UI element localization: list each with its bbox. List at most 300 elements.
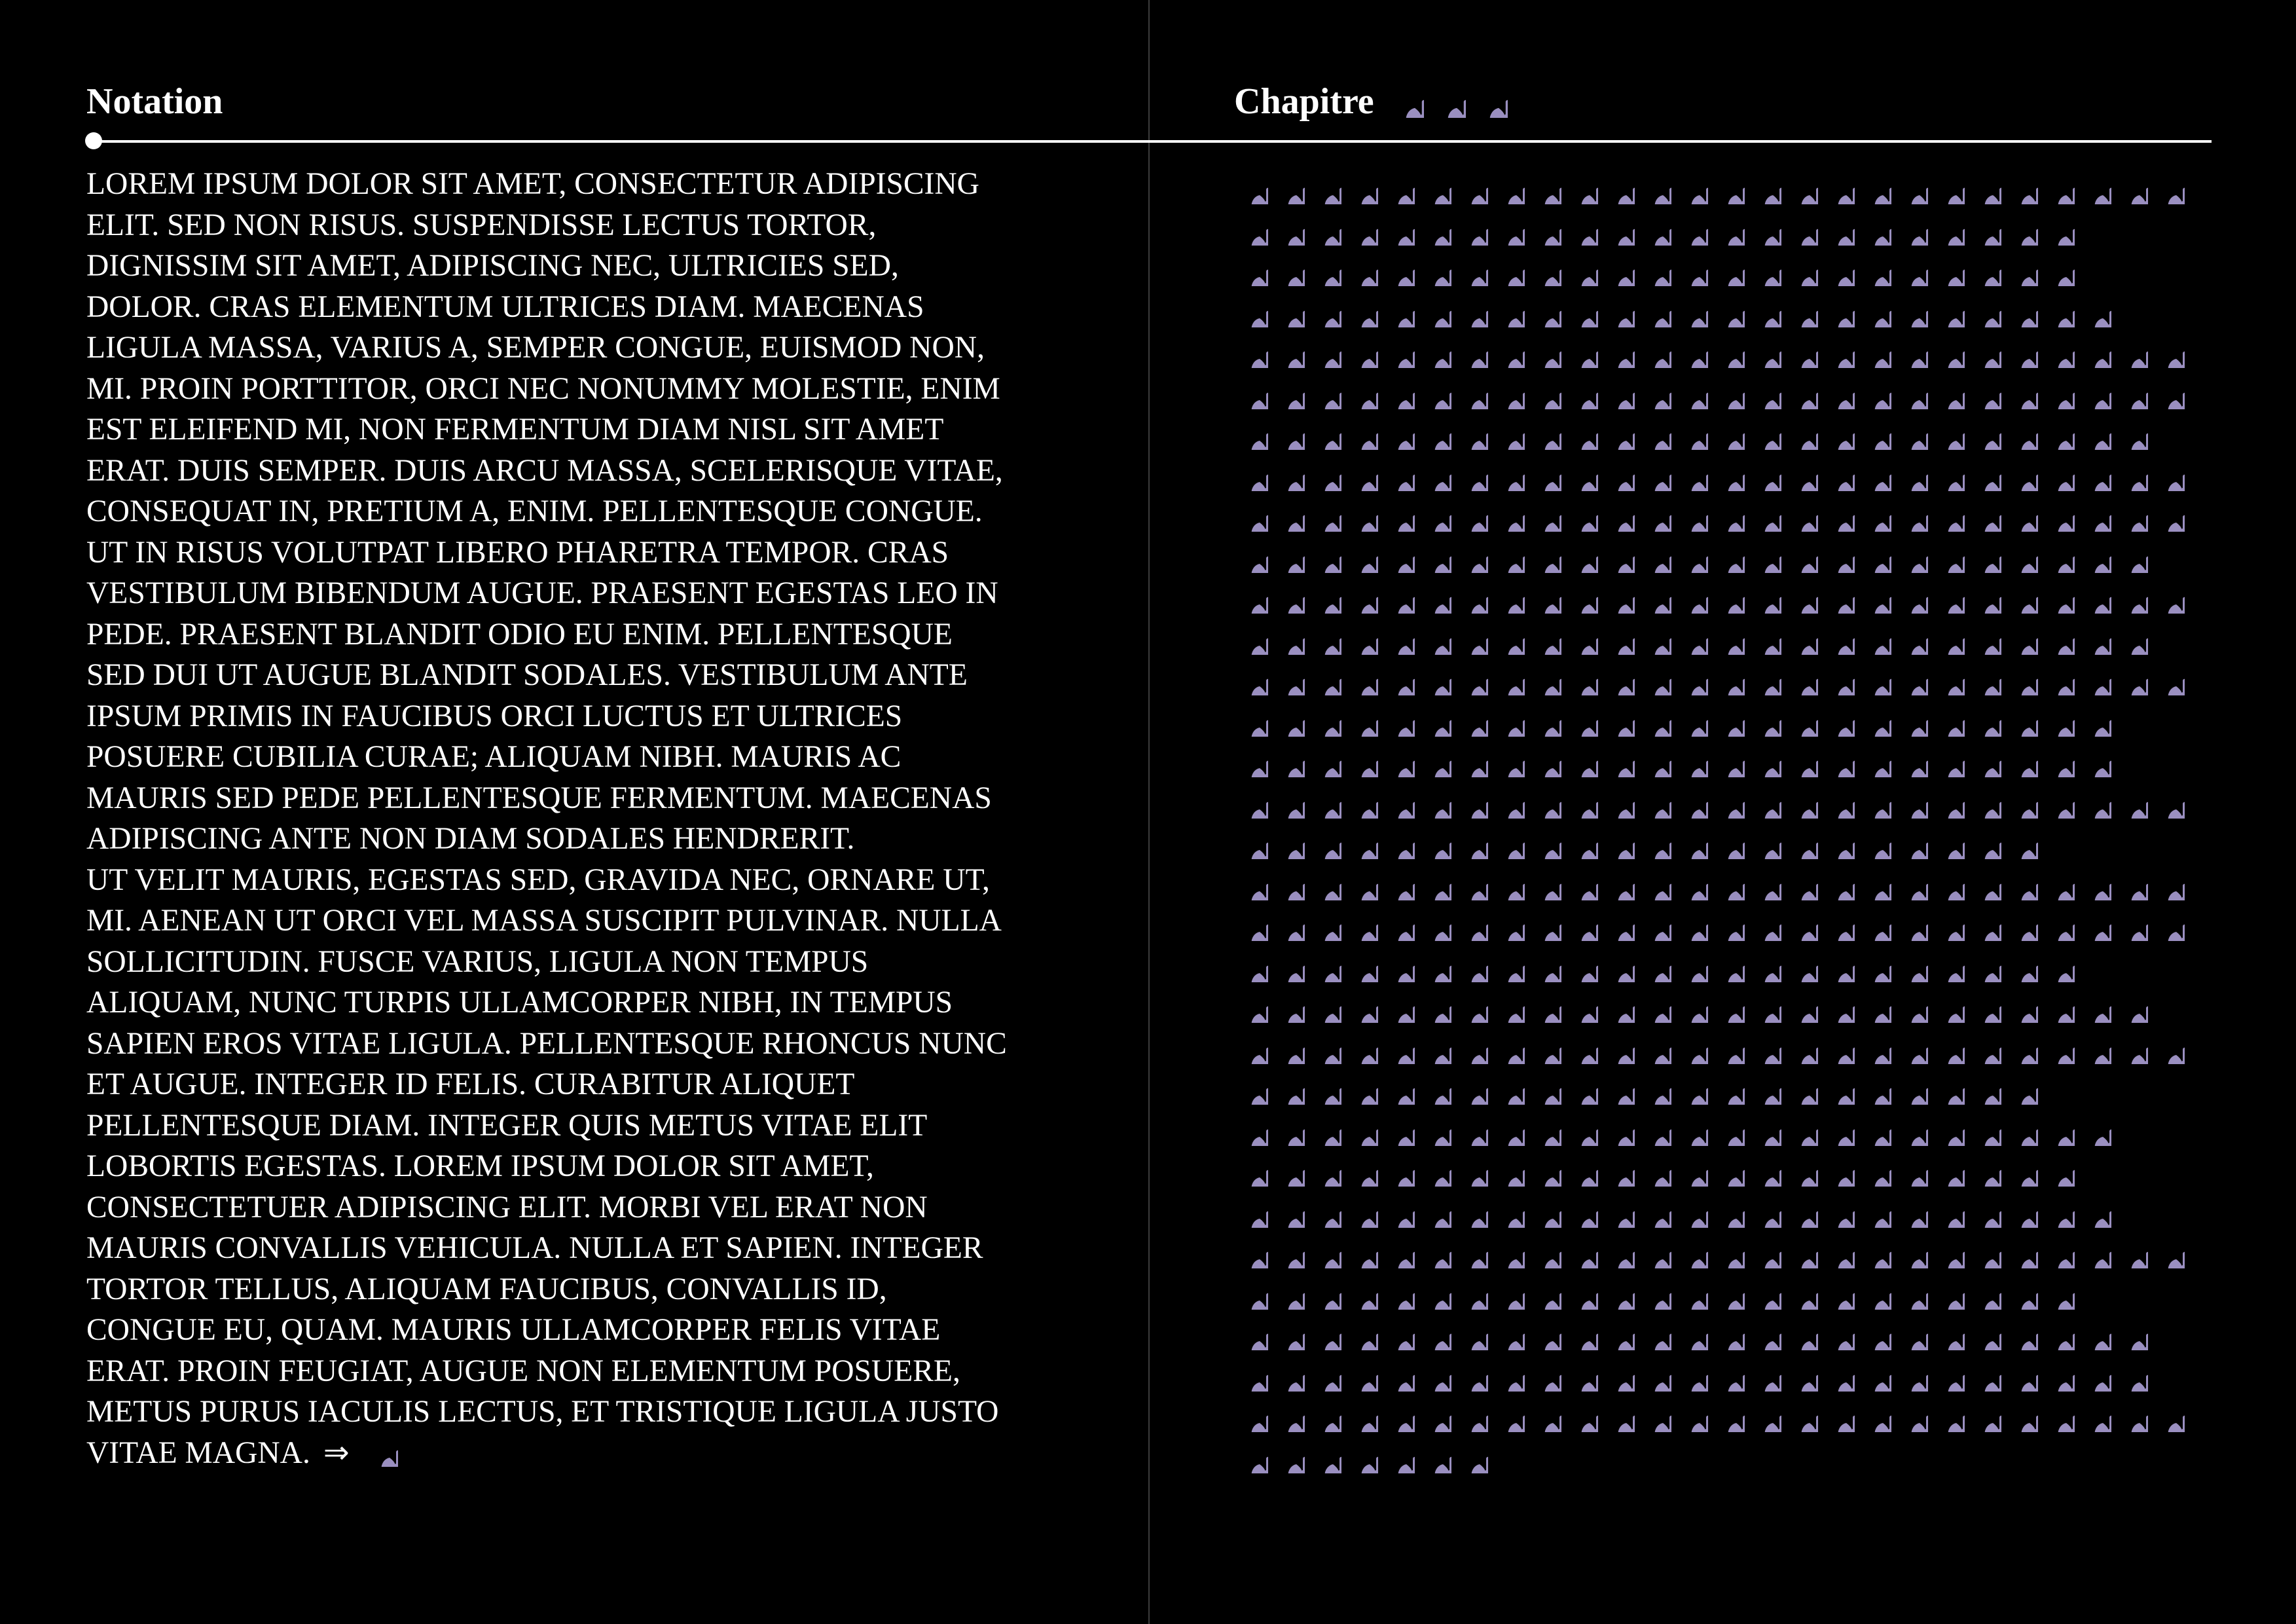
pinwheel-glyph-icon bbox=[1234, 498, 1268, 532]
pinwheel-glyph-icon bbox=[1894, 1234, 1928, 1268]
pinwheel-glyph-icon bbox=[1857, 866, 1891, 900]
pinwheel-glyph-icon bbox=[1931, 1357, 1965, 1392]
pinwheel-glyph-icon bbox=[2041, 866, 2075, 900]
pinwheel-glyph-icon bbox=[1271, 334, 1305, 368]
pinwheel-glyph-icon bbox=[1894, 661, 1928, 695]
pinwheel-glyph-icon bbox=[1674, 293, 1708, 327]
pinwheel-glyph-icon bbox=[1564, 1112, 1598, 1146]
pinwheel-glyph-icon bbox=[1711, 907, 1745, 941]
pinwheel-glyph-icon bbox=[1527, 1112, 1561, 1146]
pinwheel-glyph-icon bbox=[2077, 416, 2111, 450]
pinwheel-glyph-icon bbox=[1234, 1316, 1268, 1350]
pinwheel-glyph-icon bbox=[1491, 416, 1525, 450]
pinwheel-glyph-icon bbox=[1784, 661, 1818, 695]
pinwheel-glyph-icon bbox=[2114, 1234, 2148, 1268]
pinwheel-glyph-icon bbox=[1784, 1398, 1818, 1432]
pinwheel-glyph-icon bbox=[1381, 825, 1415, 859]
pinwheel-glyph-icon bbox=[1747, 703, 1781, 737]
pinwheel-glyph-icon bbox=[1931, 457, 1965, 491]
pinwheel-glyph-icon bbox=[1271, 866, 1305, 900]
body-line bbox=[86, 1392, 1082, 1433]
pinwheel-glyph-icon bbox=[2077, 1030, 2111, 1064]
pinwheel-glyph-icon bbox=[1381, 1071, 1415, 1105]
pinwheel-glyph-icon bbox=[1674, 784, 1708, 819]
body-line bbox=[86, 327, 1082, 369]
pinwheel-glyph-icon bbox=[1271, 539, 1305, 573]
pinwheel-glyph-icon bbox=[1234, 334, 1268, 368]
pinwheel-glyph-icon bbox=[1454, 1030, 1488, 1064]
pinwheel-glyph-icon bbox=[2004, 1153, 2038, 1187]
right-page-heading bbox=[1234, 79, 1513, 127]
pinwheel-glyph-icon bbox=[1894, 252, 1928, 286]
pinwheel-glyph-icon bbox=[1711, 252, 1745, 286]
pinwheel-glyph-icon bbox=[1674, 1071, 1708, 1105]
pinwheel-glyph-icon bbox=[1931, 703, 1965, 737]
pinwheel-glyph-icon bbox=[1967, 948, 2001, 982]
pinwheel-glyph-icon bbox=[1857, 1071, 1891, 1105]
pinwheel-glyph-icon bbox=[1344, 1276, 1378, 1310]
pinwheel-glyph-icon bbox=[1931, 293, 1965, 327]
pinwheel-glyph-icon bbox=[1967, 334, 2001, 368]
pinwheel-glyph-icon bbox=[1491, 1234, 1525, 1268]
pinwheel-glyph-icon bbox=[1344, 334, 1378, 368]
pinwheel-glyph-icon bbox=[1857, 212, 1891, 246]
pinwheel-glyph-icon bbox=[1527, 743, 1561, 777]
pinwheel-glyph-icon bbox=[1637, 1153, 1671, 1187]
pinwheel-glyph-icon bbox=[1527, 1316, 1561, 1350]
pinwheel-glyph-icon bbox=[2077, 539, 2111, 573]
pinwheel-glyph-icon bbox=[1894, 457, 1928, 491]
pinwheel-glyph-icon bbox=[1454, 252, 1488, 286]
pinwheel-glyph-icon bbox=[1857, 580, 1891, 614]
body-line bbox=[86, 1269, 1082, 1310]
pinwheel-glyph-icon bbox=[1454, 1316, 1488, 1350]
pinwheel-glyph-icon bbox=[1271, 1357, 1305, 1392]
pinwheel-glyph-icon bbox=[1784, 1071, 1818, 1105]
pinwheel-glyph-icon bbox=[2077, 334, 2111, 368]
pinwheel-glyph-icon bbox=[1417, 1112, 1451, 1146]
pinwheel-glyph-icon bbox=[1601, 1071, 1635, 1105]
pinwheel-glyph-icon bbox=[1711, 703, 1745, 737]
pinwheel-glyph-icon bbox=[1637, 1276, 1671, 1310]
pinwheel-glyph-icon bbox=[2114, 1398, 2148, 1432]
pinwheel-glyph-icon bbox=[1429, 81, 1466, 118]
pinwheel-glyph-icon bbox=[2114, 375, 2148, 409]
pinwheel-glyph-icon bbox=[1637, 375, 1671, 409]
pinwheel-glyph-icon bbox=[2151, 498, 2185, 532]
pinwheel-glyph-icon bbox=[2004, 784, 2038, 819]
pinwheel-glyph-icon bbox=[2004, 1112, 2038, 1146]
pinwheel-glyph-icon bbox=[1637, 416, 1671, 450]
pinwheel-glyph-icon bbox=[2041, 580, 2075, 614]
pinwheel-glyph-icon bbox=[1674, 703, 1708, 737]
pinwheel-glyph-icon bbox=[1601, 1398, 1635, 1432]
pinwheel-glyph-icon bbox=[1784, 703, 1818, 737]
pinwheel-glyph-icon bbox=[2114, 866, 2148, 900]
pinwheel-glyph-icon bbox=[1784, 1234, 1818, 1268]
pinwheel-glyph-icon bbox=[1271, 498, 1305, 532]
pinwheel-glyph-icon bbox=[2004, 1316, 2038, 1350]
pinwheel-glyph-icon bbox=[1564, 334, 1598, 368]
body-line bbox=[86, 164, 1082, 205]
pinwheel-glyph-icon bbox=[2004, 498, 2038, 532]
pinwheel-glyph-icon bbox=[1271, 661, 1305, 695]
pinwheel-glyph-icon bbox=[1711, 375, 1745, 409]
pinwheel-glyph-icon bbox=[1454, 1112, 1488, 1146]
pinwheel-glyph-icon bbox=[1271, 293, 1305, 327]
pinwheel-glyph-icon bbox=[1601, 334, 1635, 368]
pinwheel-glyph-icon bbox=[1491, 498, 1525, 532]
pinwheel-glyph-icon bbox=[2004, 907, 2038, 941]
pinwheel-glyph-icon bbox=[1821, 907, 1855, 941]
pinwheel-glyph-icon bbox=[1821, 1153, 1855, 1187]
pinwheel-glyph-icon bbox=[1381, 661, 1415, 695]
pinwheel-glyph-icon bbox=[1894, 334, 1928, 368]
pinwheel-glyph-icon bbox=[2041, 1357, 2075, 1392]
pinwheel-glyph-icon bbox=[1674, 334, 1708, 368]
pinwheel-glyph-icon bbox=[1527, 457, 1561, 491]
pinwheel-glyph-icon bbox=[1967, 1153, 2001, 1187]
pinwheel-glyph-icon bbox=[1307, 1398, 1341, 1432]
pinwheel-glyph-icon bbox=[1307, 989, 1341, 1023]
pinwheel-glyph-icon bbox=[1967, 1071, 2001, 1105]
pinwheel-glyph-icon bbox=[1601, 1153, 1635, 1187]
pinwheel-glyph-icon bbox=[1747, 498, 1781, 532]
body-line bbox=[86, 900, 1082, 942]
pinwheel-glyph-icon bbox=[1564, 661, 1598, 695]
body-line-text: MAURIS SED PEDE PELLENTESQUE FERMENTUM. MAECENAS bbox=[86, 781, 992, 815]
pinwheel-glyph-icon bbox=[2114, 907, 2148, 941]
pinwheel-glyph-icon bbox=[1821, 1071, 1855, 1105]
pinwheel-glyph-icon bbox=[1307, 580, 1341, 614]
pinwheel-glyph-icon bbox=[1857, 989, 1891, 1023]
pinwheel-glyph-icon bbox=[1821, 948, 1855, 982]
pinwheel-glyph-icon bbox=[1894, 989, 1928, 1023]
pinwheel-glyph-icon bbox=[2151, 784, 2185, 819]
glyph-row bbox=[1234, 498, 2203, 539]
pinwheel-glyph-icon bbox=[1454, 825, 1488, 859]
pinwheel-glyph-icon bbox=[2041, 1030, 2075, 1064]
pinwheel-glyph-icon bbox=[2151, 661, 2185, 695]
pinwheel-glyph-icon bbox=[2004, 539, 2038, 573]
pinwheel-glyph-icon bbox=[1454, 1439, 1488, 1473]
pinwheel-glyph-icon bbox=[1234, 661, 1268, 695]
pinwheel-glyph-icon bbox=[2077, 621, 2111, 655]
glyph-row bbox=[1234, 907, 2203, 948]
pinwheel-glyph-icon bbox=[1931, 743, 1965, 777]
pinwheel-glyph-icon bbox=[1344, 1234, 1378, 1268]
pinwheel-glyph-icon bbox=[1601, 1276, 1635, 1310]
pinwheel-glyph-icon bbox=[1967, 375, 2001, 409]
pinwheel-glyph-icon bbox=[1931, 416, 1965, 450]
body-line bbox=[86, 1351, 1082, 1392]
pinwheel-glyph-icon bbox=[1711, 1112, 1745, 1146]
pinwheel-glyph-icon bbox=[1527, 1276, 1561, 1310]
pinwheel-glyph-icon bbox=[1271, 703, 1305, 737]
pinwheel-glyph-icon bbox=[1857, 1112, 1891, 1146]
pinwheel-glyph-icon bbox=[1564, 1071, 1598, 1105]
pinwheel-glyph-icon bbox=[1564, 498, 1598, 532]
pinwheel-glyph-icon bbox=[1674, 416, 1708, 450]
body-line bbox=[86, 778, 1082, 819]
pinwheel-glyph-icon bbox=[1967, 1276, 2001, 1310]
pinwheel-glyph-icon bbox=[1307, 1112, 1341, 1146]
pinwheel-glyph-icon bbox=[1821, 743, 1855, 777]
pinwheel-glyph-icon bbox=[1894, 784, 1928, 819]
pinwheel-glyph-icon bbox=[1967, 621, 2001, 655]
pinwheel-glyph-icon bbox=[1234, 1112, 1268, 1146]
pinwheel-glyph-icon bbox=[2114, 334, 2148, 368]
pinwheel-glyph-icon bbox=[1931, 1112, 1965, 1146]
pinwheel-glyph-icon bbox=[1527, 539, 1561, 573]
pinwheel-glyph-icon bbox=[1711, 825, 1745, 859]
pinwheel-glyph-icon bbox=[1894, 1071, 1928, 1105]
pinwheel-glyph-icon bbox=[1931, 252, 1965, 286]
pinwheel-glyph-icon bbox=[1234, 1357, 1268, 1392]
pinwheel-glyph-icon bbox=[1491, 1112, 1525, 1146]
pinwheel-glyph-icon bbox=[1234, 1194, 1268, 1228]
pinwheel-glyph-icon bbox=[2151, 334, 2185, 368]
pinwheel-glyph-icon bbox=[1674, 1194, 1708, 1228]
pinwheel-glyph-icon bbox=[1454, 293, 1488, 327]
glyph-row bbox=[1234, 416, 2203, 457]
pinwheel-glyph-icon bbox=[1784, 1153, 1818, 1187]
pinwheel-glyph-icon bbox=[1967, 907, 2001, 941]
pinwheel-glyph-icon bbox=[2041, 498, 2075, 532]
body-line bbox=[86, 205, 1082, 246]
pinwheel-glyph-icon bbox=[1271, 375, 1305, 409]
pinwheel-glyph-icon bbox=[1601, 948, 1635, 982]
pinwheel-glyph-icon bbox=[1601, 743, 1635, 777]
pinwheel-glyph-icon bbox=[1711, 498, 1745, 532]
pinwheel-glyph-icon bbox=[1931, 170, 1965, 204]
pinwheel-glyph-icon bbox=[1491, 1398, 1525, 1432]
pinwheel-glyph-icon bbox=[2041, 1153, 2075, 1187]
glyph-row bbox=[1234, 539, 2203, 580]
glyph-row bbox=[1234, 1398, 2203, 1439]
pinwheel-glyph-icon bbox=[1747, 252, 1781, 286]
body-line-text: CONGUE EU, QUAM. MAURIS ULLAMCORPER FELIS VITAE bbox=[86, 1313, 941, 1347]
pinwheel-glyph-icon bbox=[1967, 661, 2001, 695]
pinwheel-glyph-icon bbox=[1387, 81, 1424, 118]
pinwheel-glyph-icon bbox=[1601, 170, 1635, 204]
pinwheel-glyph-icon bbox=[1564, 170, 1598, 204]
pinwheel-glyph-icon bbox=[1601, 703, 1635, 737]
body-line-text: ET AUGUE. INTEGER ID FELIS. CURABITUR ALIQUET bbox=[86, 1067, 855, 1101]
pinwheel-glyph-icon bbox=[2077, 1357, 2111, 1392]
pinwheel-glyph-icon bbox=[1784, 907, 1818, 941]
pinwheel-glyph-icon bbox=[1564, 580, 1598, 614]
pinwheel-glyph-icon bbox=[1894, 212, 1928, 246]
pinwheel-glyph-icon bbox=[1747, 212, 1781, 246]
pinwheel-glyph-icon bbox=[1637, 948, 1671, 982]
pinwheel-glyph-icon bbox=[1564, 866, 1598, 900]
pinwheel-glyph-icon bbox=[2004, 989, 2038, 1023]
pinwheel-glyph-icon bbox=[1491, 457, 1525, 491]
pinwheel-glyph-icon bbox=[1747, 907, 1781, 941]
body-line bbox=[86, 1187, 1082, 1228]
pinwheel-glyph-icon bbox=[2151, 1030, 2185, 1064]
pinwheel-glyph-icon bbox=[1967, 416, 2001, 450]
pinwheel-glyph-icon bbox=[1564, 825, 1598, 859]
pinwheel-glyph-icon bbox=[1637, 212, 1671, 246]
pinwheel-glyph-icon bbox=[1931, 661, 1965, 695]
pinwheel-glyph-icon bbox=[1564, 1234, 1598, 1268]
pinwheel-glyph-icon bbox=[1784, 375, 1818, 409]
pinwheel-glyph-icon bbox=[1711, 989, 1745, 1023]
pinwheel-glyph-icon bbox=[2041, 621, 2075, 655]
pinwheel-glyph-icon bbox=[1491, 580, 1525, 614]
body-line-text: ALIQUAM, NUNC TURPIS ULLAMCORPER NIBH, IN TEMPUS bbox=[86, 986, 953, 1020]
body-line-text: CONSEQUAT IN, PRETIUM A, ENIM. PELLENTESQUE CONGUE. bbox=[86, 494, 983, 528]
pinwheel-glyph-icon bbox=[1454, 989, 1488, 1023]
pinwheel-glyph-icon bbox=[1637, 825, 1671, 859]
body-line bbox=[86, 655, 1082, 696]
body-line-text: PELLENTESQUE DIAM. INTEGER QUIS METUS VITAE ELIT bbox=[86, 1108, 928, 1143]
pinwheel-glyph-icon bbox=[1711, 1357, 1745, 1392]
pinwheel-glyph-icon bbox=[1491, 170, 1525, 204]
pinwheel-glyph-icon bbox=[1344, 580, 1378, 614]
glyph-row bbox=[1234, 1316, 2203, 1357]
pinwheel-glyph-icon bbox=[1821, 1398, 1855, 1432]
pinwheel-glyph-icon bbox=[1894, 1276, 1928, 1310]
pinwheel-glyph-icon bbox=[1454, 170, 1488, 204]
pinwheel-glyph-icon bbox=[364, 1433, 398, 1467]
pinwheel-glyph-icon bbox=[1857, 457, 1891, 491]
pinwheel-glyph-icon bbox=[2077, 1112, 2111, 1146]
pinwheel-glyph-icon bbox=[1271, 457, 1305, 491]
pinwheel-glyph-icon bbox=[1381, 170, 1415, 204]
body-line bbox=[86, 1310, 1082, 1351]
pinwheel-glyph-icon bbox=[1747, 416, 1781, 450]
pinwheel-glyph-icon bbox=[1271, 212, 1305, 246]
glyph-row bbox=[1234, 457, 2203, 498]
pinwheel-glyph-icon bbox=[2114, 989, 2148, 1023]
pinwheel-glyph-icon bbox=[1271, 1112, 1305, 1146]
pinwheel-glyph-icon bbox=[1637, 252, 1671, 286]
pinwheel-glyph-icon bbox=[1344, 375, 1378, 409]
pinwheel-glyph-icon bbox=[2041, 1234, 2075, 1268]
pinwheel-glyph-icon bbox=[1601, 784, 1635, 819]
pinwheel-glyph-icon bbox=[1711, 539, 1745, 573]
pinwheel-glyph-icon bbox=[1527, 1071, 1561, 1105]
glyph-row bbox=[1234, 1071, 2203, 1112]
pinwheel-glyph-icon bbox=[1344, 621, 1378, 655]
pinwheel-glyph-icon bbox=[1381, 1398, 1415, 1432]
glyph-row bbox=[1234, 580, 2203, 621]
pinwheel-glyph-icon bbox=[1711, 784, 1745, 819]
glyph-row bbox=[1234, 989, 2203, 1030]
pinwheel-glyph-icon bbox=[1894, 293, 1928, 327]
pinwheel-glyph-icon bbox=[1307, 1030, 1341, 1064]
pinwheel-glyph-icon bbox=[2114, 457, 2148, 491]
pinwheel-glyph-icon bbox=[1747, 1112, 1781, 1146]
pinwheel-glyph-icon bbox=[1527, 784, 1561, 819]
pinwheel-glyph-icon bbox=[1894, 1030, 1928, 1064]
pinwheel-glyph-icon bbox=[1674, 1276, 1708, 1310]
body-line-text: LIGULA MASSA, VARIUS A, SEMPER CONGUE, EUISMOD NON, bbox=[86, 331, 985, 365]
pinwheel-glyph-icon bbox=[1381, 580, 1415, 614]
pinwheel-glyph-icon bbox=[1454, 1194, 1488, 1228]
pinwheel-glyph-icon bbox=[1821, 621, 1855, 655]
pinwheel-glyph-icon bbox=[2114, 580, 2148, 614]
glyph-row bbox=[1234, 1357, 2203, 1399]
body-line-text: SAPIEN EROS VITAE LIGULA. PELLENTESQUE RHONCUS NUNC bbox=[86, 1026, 1007, 1061]
pinwheel-glyph-icon bbox=[1307, 416, 1341, 450]
pinwheel-glyph-icon bbox=[1234, 539, 1268, 573]
pinwheel-glyph-icon bbox=[1931, 375, 1965, 409]
pinwheel-glyph-icon bbox=[2004, 1030, 2038, 1064]
pinwheel-glyph-icon bbox=[1234, 293, 1268, 327]
pinwheel-glyph-icon bbox=[2151, 580, 2185, 614]
pinwheel-glyph-icon bbox=[1894, 743, 1928, 777]
pinwheel-glyph-icon bbox=[1931, 1030, 1965, 1064]
pinwheel-glyph-icon bbox=[1674, 825, 1708, 859]
pinwheel-glyph-icon bbox=[2151, 1398, 2185, 1432]
pinwheel-glyph-icon bbox=[1454, 1276, 1488, 1310]
pinwheel-glyph-icon bbox=[1271, 1398, 1305, 1432]
pinwheel-glyph-icon bbox=[1601, 375, 1635, 409]
glyph-row bbox=[1234, 252, 2203, 293]
pinwheel-glyph-icon bbox=[1821, 661, 1855, 695]
pinwheel-glyph-icon bbox=[1967, 1234, 2001, 1268]
pinwheel-glyph-icon bbox=[1857, 1357, 1891, 1392]
pinwheel-glyph-icon bbox=[1601, 1030, 1635, 1064]
pinwheel-glyph-icon bbox=[1417, 866, 1451, 900]
pinwheel-glyph-icon bbox=[1821, 293, 1855, 327]
pinwheel-glyph-icon bbox=[1784, 1112, 1818, 1146]
pinwheel-glyph-icon bbox=[1747, 1276, 1781, 1310]
body-line bbox=[86, 982, 1082, 1024]
pinwheel-glyph-icon bbox=[1821, 252, 1855, 286]
pinwheel-glyph-icon bbox=[1307, 1153, 1341, 1187]
pinwheel-glyph-icon bbox=[1381, 907, 1415, 941]
pinwheel-glyph-icon bbox=[1857, 416, 1891, 450]
pinwheel-glyph-icon bbox=[2114, 170, 2148, 204]
body-line-text: MI. AENEAN UT ORCI VEL MASSA SUSCIPIT PULVINAR. NULLA bbox=[86, 904, 1002, 938]
pinwheel-glyph-icon bbox=[1784, 743, 1818, 777]
pinwheel-glyph-icon bbox=[1784, 498, 1818, 532]
pinwheel-glyph-icon bbox=[1931, 1194, 1965, 1228]
pinwheel-glyph-icon bbox=[1381, 1316, 1415, 1350]
pinwheel-glyph-icon bbox=[1784, 989, 1818, 1023]
body-line bbox=[86, 696, 1082, 737]
end-arrow: ⇒ bbox=[323, 1435, 350, 1470]
pinwheel-glyph-icon bbox=[1747, 334, 1781, 368]
pinwheel-glyph-icon bbox=[1564, 1357, 1598, 1392]
pinwheel-glyph-icon bbox=[1417, 1439, 1451, 1473]
pinwheel-glyph-icon bbox=[1821, 784, 1855, 819]
chapter-glyph-group bbox=[1387, 81, 1513, 127]
pinwheel-glyph-icon bbox=[1491, 948, 1525, 982]
body-line-text: DOLOR. CRAS ELEMENTUM ULTRICES DIAM. MAECENAS bbox=[86, 289, 924, 324]
pinwheel-glyph-icon bbox=[1417, 252, 1451, 286]
pinwheel-glyph-icon bbox=[1307, 1316, 1341, 1350]
pinwheel-glyph-icon bbox=[1967, 866, 2001, 900]
pinwheel-glyph-icon bbox=[1564, 1030, 1598, 1064]
pinwheel-glyph-icon bbox=[1381, 212, 1415, 246]
pinwheel-glyph-icon bbox=[1454, 1357, 1488, 1392]
pinwheel-glyph-icon bbox=[1271, 416, 1305, 450]
pinwheel-glyph-icon bbox=[1271, 1030, 1305, 1064]
pinwheel-glyph-icon bbox=[2077, 1398, 2111, 1432]
pinwheel-glyph-icon bbox=[1564, 948, 1598, 982]
pinwheel-glyph-icon bbox=[1417, 212, 1451, 246]
pinwheel-glyph-icon bbox=[1931, 212, 1965, 246]
pinwheel-glyph-icon bbox=[1637, 170, 1671, 204]
pinwheel-glyph-icon bbox=[2114, 621, 2148, 655]
pinwheel-glyph-icon bbox=[1711, 743, 1745, 777]
